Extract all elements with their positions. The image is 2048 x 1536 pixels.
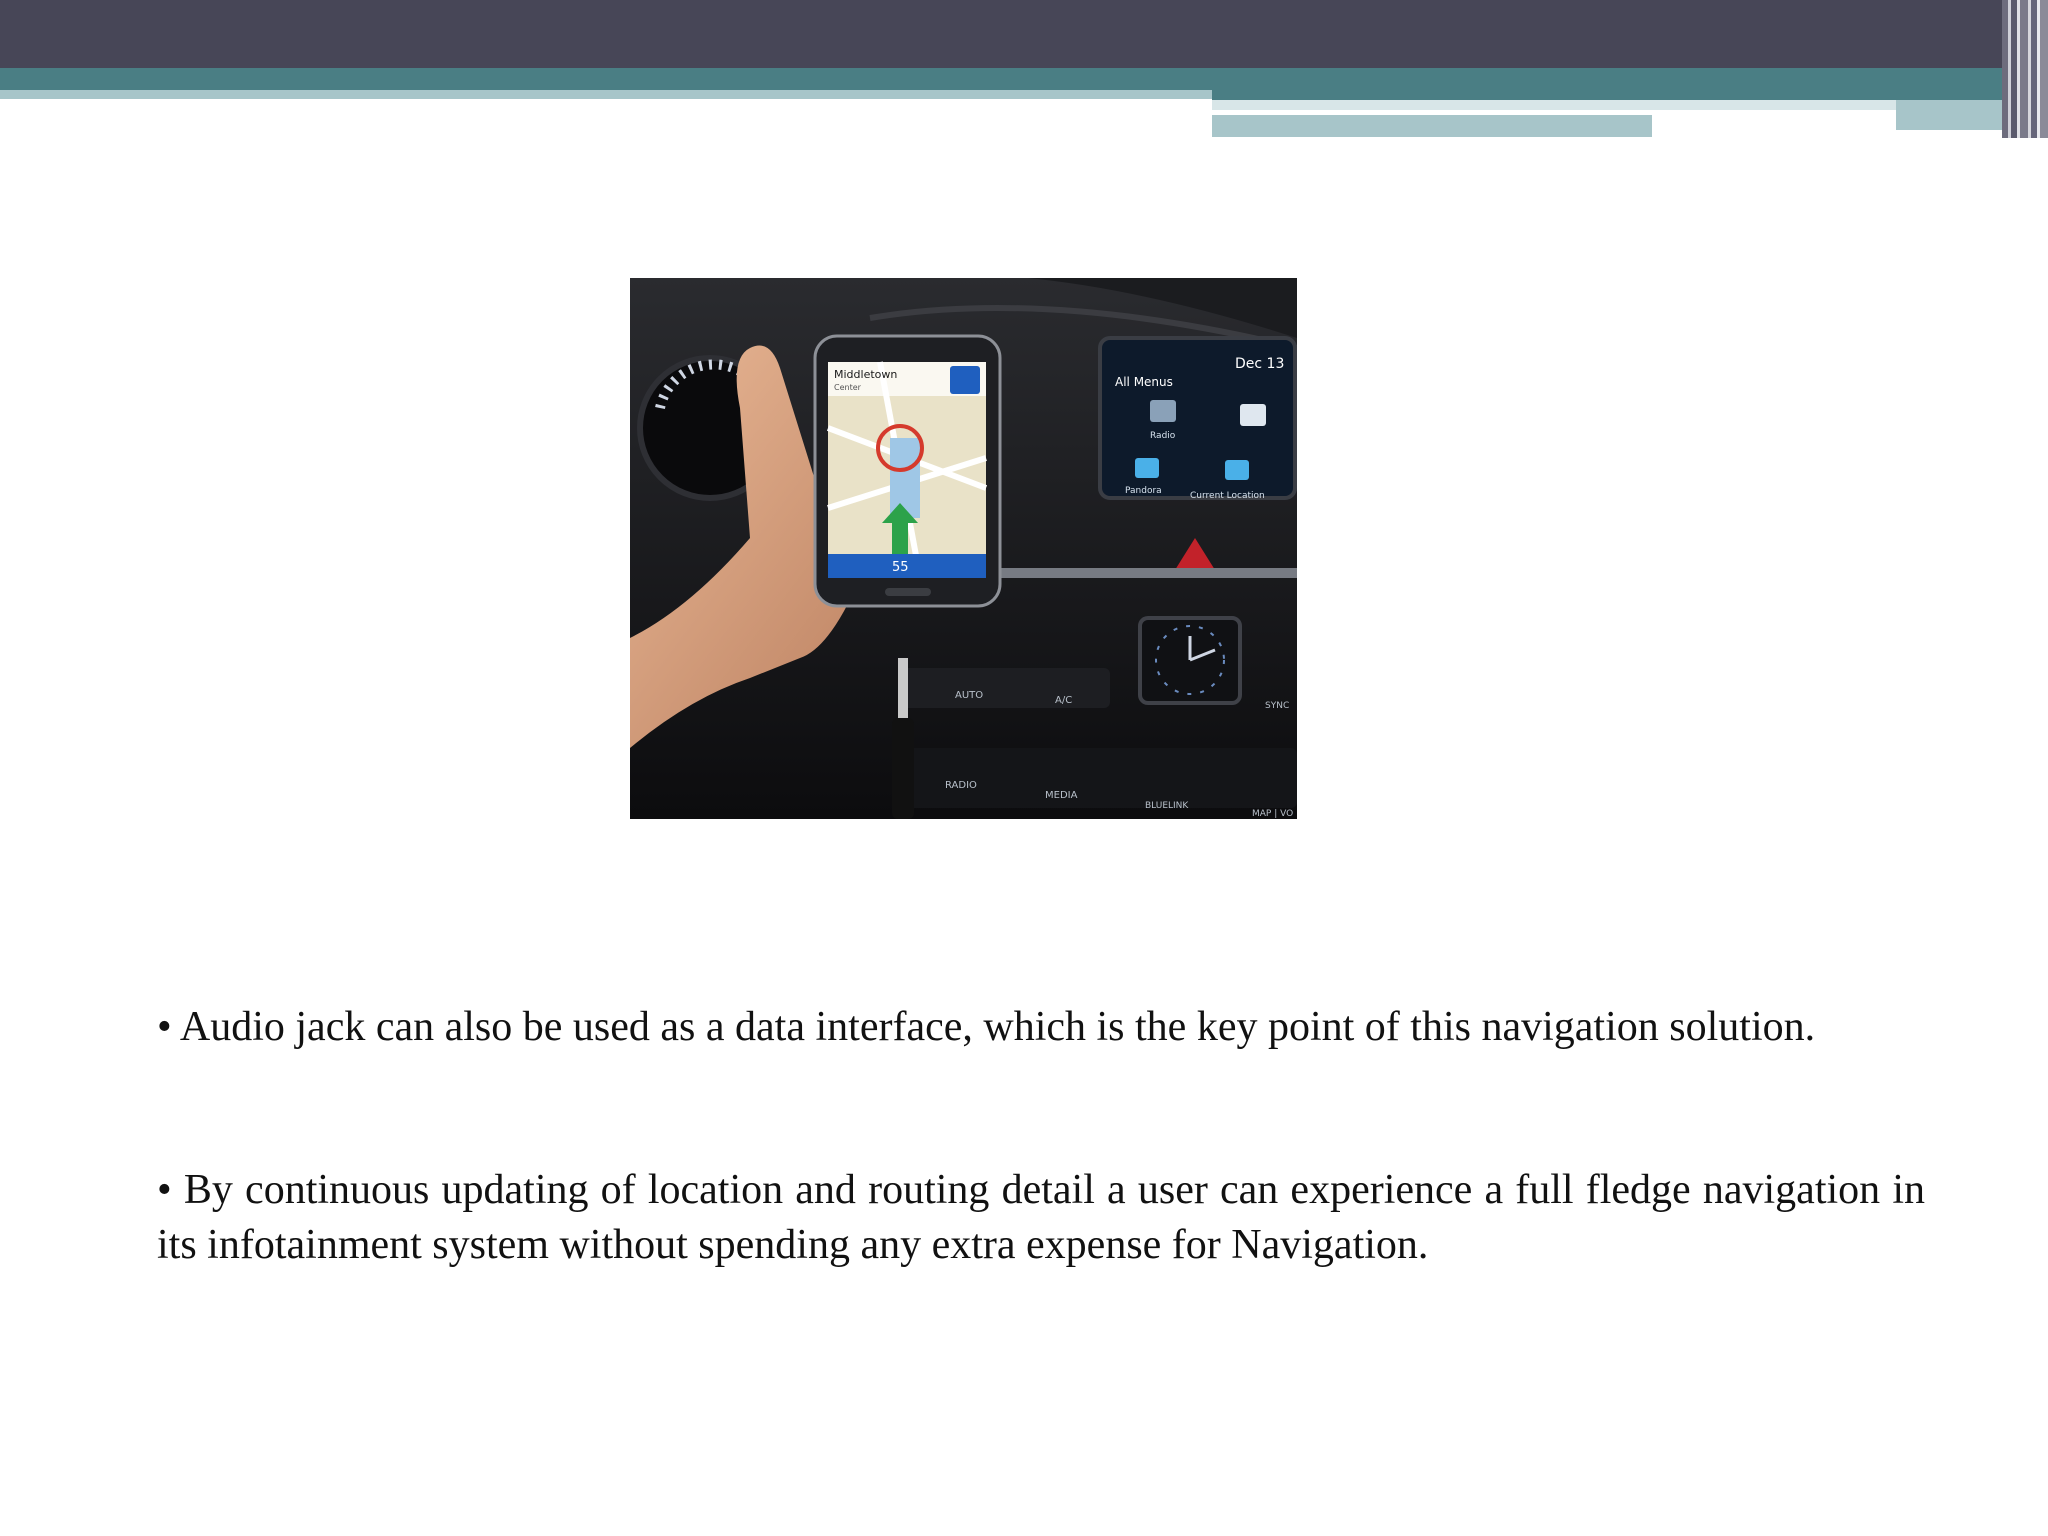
dashboard-pandora: Pandora: [1125, 486, 1162, 496]
svg-text:SYNC: SYNC: [1265, 701, 1290, 711]
phone-location: Middletown: [834, 368, 898, 381]
header-right-stripe: [1212, 90, 2048, 100]
header-right-line: [1212, 100, 1896, 110]
slide-body: [157, 1000, 1925, 1273]
svg-text:A/C: A/C: [1055, 695, 1073, 706]
bullet-continuous-updating: • By continuous updating of location and routing detail a user can experience a full fledge navigation in its infotainment system without spending any extra expense for Navigation.: [157, 1167, 1925, 1268]
dashboard-date: Dec 13: [1235, 356, 1285, 372]
dashboard-current-location: Current Location: [1190, 491, 1265, 501]
phone-sublocation: Center: [834, 383, 861, 392]
header-light-stripe: [0, 90, 1212, 99]
header-right-block: [1212, 115, 1652, 137]
dashboard-radio: Radio: [1150, 431, 1176, 441]
svg-text:BLUELINK: BLUELINK: [1145, 801, 1189, 811]
car-navigation-photo: [630, 278, 1297, 819]
header-accent-bar: [0, 68, 2048, 90]
bullet-audio-jack: • Audio jack can also be used as a data interface, which is the key point of this navigation solution.: [157, 1004, 1816, 1050]
dashboard-menu: All Menus: [1115, 375, 1173, 389]
svg-text:RADIO: RADIO: [945, 780, 977, 791]
svg-text:MAP | VO: MAP | VO: [1252, 809, 1294, 819]
header-vertical-bars: [2002, 0, 2048, 138]
svg-text:AUTO: AUTO: [955, 690, 984, 701]
header-bar: [0, 0, 2048, 68]
phone-speed: 55: [892, 560, 909, 575]
svg-text:MEDIA: MEDIA: [1045, 790, 1078, 801]
slide-photo: [630, 278, 1297, 819]
